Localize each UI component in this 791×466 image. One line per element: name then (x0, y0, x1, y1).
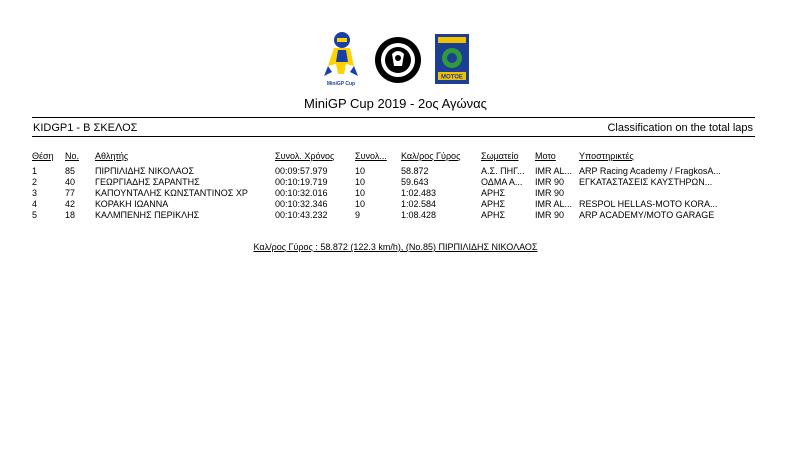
cell-moto: IMR 90 (535, 188, 565, 198)
header-best-lap: Καλ/ρος Γύρος (401, 151, 461, 161)
classification-label: Classification on the total laps (607, 122, 753, 134)
cell-position: 2 (32, 177, 38, 187)
cell-total-laps: 10 (355, 177, 366, 187)
motoe-logo-text: MOTOE (441, 74, 463, 81)
cell-best-lap: 58.872 (401, 166, 429, 176)
cell-best-lap: 1:02.584 (401, 199, 437, 209)
cell-total-time: 00:09:57.979 (275, 166, 328, 176)
header-moto: Μοτο (535, 151, 556, 161)
cell-club: ΑΡΗΣ (481, 210, 506, 220)
results-table (30, 151, 750, 221)
header-athlete: Αθλητής (95, 151, 129, 161)
table-row (30, 199, 750, 210)
cell-moto: IMR AL... (535, 199, 573, 209)
cell-athlete: ΚΟΡΑΚΗ ΙΩΑΝΝΑ (95, 199, 169, 209)
minigp-cup-logo (320, 30, 362, 88)
header-total-laps: Συνολ... (355, 151, 387, 161)
table-row (30, 177, 750, 188)
table-row (30, 188, 750, 199)
header-number: No. (65, 151, 80, 161)
cell-total-time: 00:10:43.232 (275, 210, 328, 220)
cell-best-lap: 1:08.428 (401, 210, 437, 220)
table-row (30, 166, 750, 177)
header-position: Θέση (32, 151, 54, 161)
cell-club: Α.Σ. ΠΗΓ... (481, 166, 525, 176)
cell-position: 4 (32, 199, 38, 209)
cell-athlete: ΚΑΠΟΥΝΤΑΛΗΣ ΚΩΝΣΤΑΝΤΙΝΟΣ ΧΡ (95, 188, 248, 198)
cell-number: 85 (65, 166, 76, 176)
club-emblem-logo (374, 36, 422, 84)
cell-sponsors: ARP ACADEMY/MOTO GARAGE (579, 210, 715, 220)
cell-total-laps: 10 (355, 166, 366, 176)
cell-athlete: ΚΑΛΜΠΕΝΗΣ ΠΕΡΙΚΛΗΣ (95, 210, 200, 220)
cell-sponsors: ΕΓΚΑΤΑΣΤΑΣΕΙΣ ΚΑΥΣΤΗΡΩΝ... (579, 177, 713, 187)
cell-moto: IMR AL... (535, 166, 573, 176)
cell-total-laps: 9 (355, 210, 361, 220)
page-title: MiniGP Cup 2019 - 2ος Αγώνας (304, 96, 487, 111)
cell-number: 40 (65, 177, 76, 187)
table-header-row (30, 151, 750, 166)
header-club: Σωματείο (481, 151, 519, 161)
cell-moto: IMR 90 (535, 177, 565, 187)
cell-club: ΟΔΜΑ Α... (481, 177, 523, 187)
cell-best-lap: 59.643 (401, 177, 429, 187)
cell-sponsors: ARP Racing Academy / FragkosA... (579, 166, 721, 176)
cell-position: 3 (32, 188, 38, 198)
cell-total-time: 00:10:32.346 (275, 199, 328, 209)
minigp-logo-text: MiniGP Cup (326, 81, 356, 87)
motoe-federation-logo (435, 34, 469, 84)
divider-top (32, 117, 755, 118)
cell-sponsors (577, 188, 750, 199)
cell-position: 1 (32, 166, 38, 176)
logos-header (0, 30, 791, 88)
cell-number: 42 (65, 199, 76, 209)
event-label: KIDGP1 - B ΣΚΕΛΟΣ (33, 122, 138, 134)
cell-number: 77 (65, 188, 76, 198)
cell-number: 18 (65, 210, 76, 220)
cell-position: 5 (32, 210, 38, 220)
cell-total-time: 00:10:32.016 (275, 188, 328, 198)
header-total-time: Συνολ. Χρόνος (275, 151, 335, 161)
best-lap-summary: Καλ/ρος Γύρος : 58.872 (122.3 km/h), (No.85) ΠΙΡΠΙΛΙΔΗΣ ΝΙΚΟΛΑΟΣ (253, 242, 538, 252)
cell-total-time: 00:10:19.719 (275, 177, 328, 187)
cell-moto: IMR 90 (535, 210, 565, 220)
divider-bottom (32, 136, 755, 137)
header-sponsors: Υποστηρικτές (579, 151, 634, 161)
cell-club: ΑΡΗΣ (481, 188, 506, 198)
cell-athlete: ΠΙΡΠΙΛΙΔΗΣ ΝΙΚΟΛΑΟΣ (95, 166, 195, 176)
cell-sponsors: RESPOL HELLAS-MOTO KORA... (579, 199, 718, 209)
cell-total-laps: 10 (355, 188, 366, 198)
cell-best-lap: 1:02.483 (401, 188, 437, 198)
cell-athlete: ΓΕΩΡΓΙΑΔΗΣ ΣΑΡΑΝΤΗΣ (95, 177, 200, 187)
table-row (30, 210, 750, 221)
cell-total-laps: 10 (355, 199, 366, 209)
cell-club: ΑΡΗΣ (481, 199, 506, 209)
